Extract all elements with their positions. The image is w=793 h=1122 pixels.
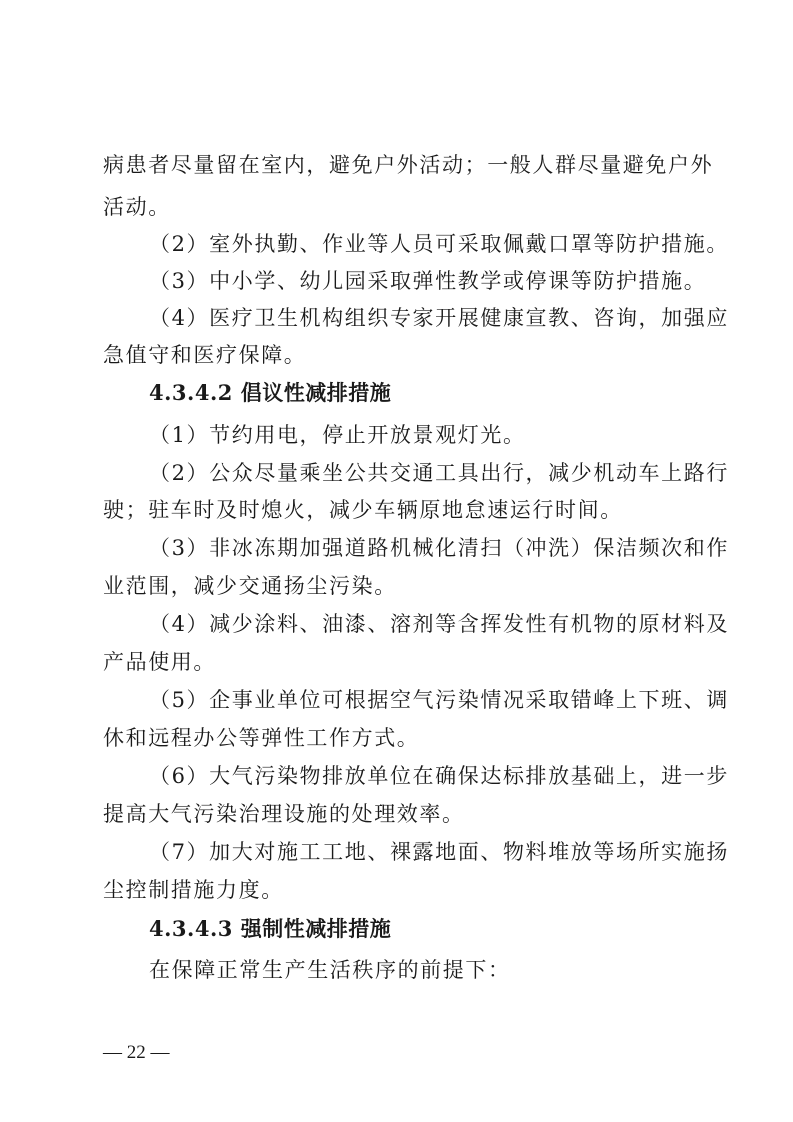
body-line: 尘控制措施力度。	[103, 878, 284, 902]
list-item: （1）节约用电，停止开放景观灯光。	[149, 423, 526, 447]
body-line: 急值守和医疗保障。	[103, 343, 307, 367]
body-line: 活动。	[103, 195, 171, 219]
list-item: （3）中小学、幼儿园采取弹性教学或停课等防护措施。	[149, 269, 707, 293]
section-heading: 4.3.4.2 倡议性减排措施	[149, 380, 392, 405]
list-item: （3）非冰冻期加强道路机械化清扫（冲洗）保洁频次和作	[149, 536, 729, 560]
section-heading: 4.3.4.3 强制性减排措施	[149, 916, 392, 941]
body-line: 在保障正常生产生活秩序的前提下：	[149, 958, 511, 982]
list-item: （2）公众尽量乘坐公共交通工具出行，减少机动车上路行	[149, 461, 729, 485]
body-line: 病患者尽量留在室内，避免户外活动；一般人群尽量避免户外	[103, 153, 714, 177]
page-number: — 22 —	[103, 1042, 170, 1063]
body-line: 产品使用。	[103, 650, 216, 674]
list-item: （6）大气污染物排放单位在确保达标排放基础上，进一步	[149, 764, 729, 788]
list-item: （4）减少涂料、油漆、溶剂等含挥发性有机物的原材料及	[149, 612, 729, 636]
list-item: （2）室外执勤、作业等人员可采取佩戴口罩等防护措施。	[149, 232, 729, 256]
body-line: 提高大气污染治理设施的处理效率。	[103, 802, 465, 826]
list-item: （4）医疗卫生机构组织专家开展健康宣教、咨询，加强应	[149, 306, 729, 330]
body-line: 驶；驻车时及时熄火，减少车辆原地怠速运行时间。	[103, 498, 623, 522]
body-line: 业范围，减少交通扬尘污染。	[103, 574, 397, 598]
list-item: （5）企事业单位可根据空气污染情况采取错峰上下班、调	[149, 688, 729, 712]
body-line: 休和远程办公等弹性工作方式。	[103, 726, 420, 750]
list-item: （7）加大对施工工地、裸露地面、物料堆放等场所实施扬	[149, 840, 729, 864]
